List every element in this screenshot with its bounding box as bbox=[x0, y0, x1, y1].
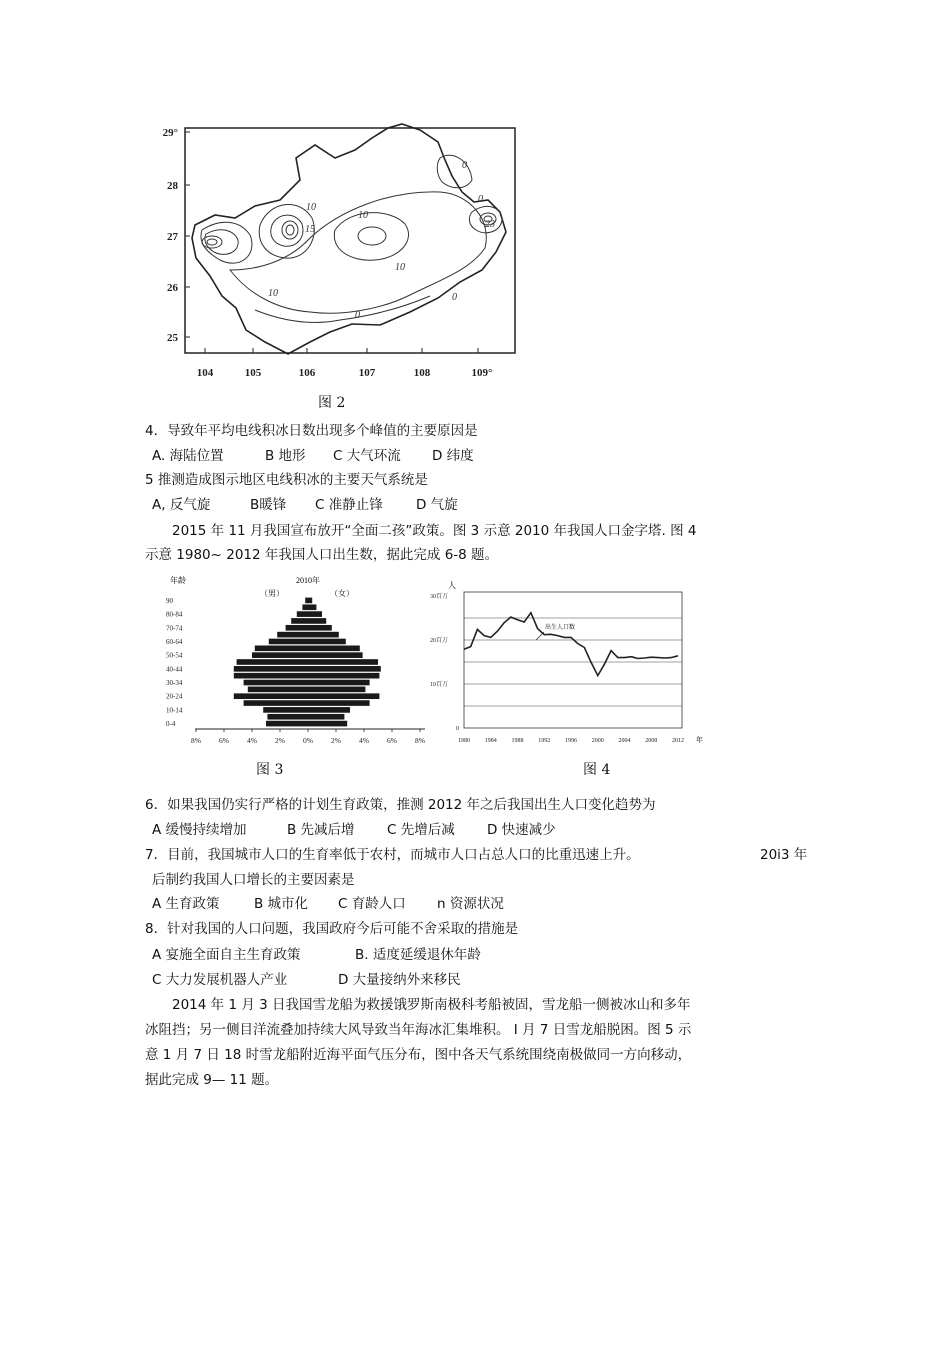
pyramid-x-tick: 2% bbox=[275, 736, 285, 745]
q8-option-b: B. 适度延缓退休年龄 bbox=[355, 947, 481, 963]
pyramid-bar-male bbox=[266, 721, 308, 727]
pyramid-bar-male bbox=[269, 639, 308, 645]
pyramid-bar-female bbox=[308, 659, 378, 665]
question-8-stem: 8．针对我国的人口问题，我国政府今后可能不舍采取的措施是 bbox=[145, 921, 519, 937]
q5-option-a: A, 反气旋 bbox=[152, 497, 211, 513]
figure-3-caption: 图 3 bbox=[256, 762, 284, 778]
contour-label: 15 bbox=[305, 224, 315, 235]
q4-option-b: B 地形 bbox=[265, 448, 306, 464]
births-x-tick: 2008 bbox=[645, 738, 658, 744]
pyramid-bar-female bbox=[308, 639, 346, 645]
pyramid-x-tick: 0% bbox=[303, 736, 313, 745]
pyramid-age-label: 30-34 bbox=[166, 679, 183, 688]
q8-option-a: A 宴施全面自主生育政策 bbox=[152, 947, 301, 963]
q6-option-d: D 快速减少 bbox=[487, 822, 556, 838]
births-x-unit: 年 bbox=[696, 736, 703, 744]
pyramid-bar-female bbox=[308, 666, 381, 672]
births-x-tick: 2000 bbox=[591, 738, 604, 744]
pyramid-bar-female bbox=[308, 700, 370, 706]
pyramid-bar-female bbox=[308, 693, 379, 699]
pyramid-age-label: 20-24 bbox=[166, 692, 183, 701]
pyramid-bar-male bbox=[255, 645, 308, 651]
contour-label: 10 bbox=[358, 210, 368, 221]
pyramid-x-tick: 4% bbox=[359, 736, 369, 745]
lon-label: 109° bbox=[471, 367, 493, 379]
pyramid-bar-female bbox=[308, 632, 339, 638]
pyramid-x-tick: 8% bbox=[191, 736, 201, 745]
q7-option-d: n 资源状况 bbox=[437, 896, 504, 912]
q4-option-d: D 纬度 bbox=[432, 448, 474, 464]
pyramid-x-tick: 8% bbox=[415, 736, 425, 745]
contour-label: 0 bbox=[452, 292, 457, 303]
pyramid-title: 2010年 bbox=[296, 576, 320, 585]
pyramid-age-label: 70-74 bbox=[166, 624, 183, 633]
pyramid-bar-male bbox=[305, 598, 308, 604]
pyramid-bar-male bbox=[234, 666, 308, 672]
pyramid-female-label: （女） bbox=[330, 589, 354, 598]
question-7-stem-2: 后制约我国人口增长的主要因素是 bbox=[152, 872, 355, 888]
q4-option-c: C 大气环流 bbox=[333, 448, 401, 464]
lat-label: 28 bbox=[167, 180, 178, 192]
pyramid-age-label: 60-64 bbox=[166, 637, 183, 646]
pyramid-bar-female bbox=[308, 721, 347, 727]
births-y-tick: 0 bbox=[456, 726, 459, 732]
question-5-stem: 5 推测造成图示地区电线积冰的主要天气系统是 bbox=[145, 472, 428, 488]
births-x-tick: 1980 bbox=[458, 738, 470, 744]
intro-paragraph-2-line-1: 2014 年 1 月 3 日我国雪龙船为救援饿罗斯南极科考船被固，雪龙船一侧被冰山和多年 bbox=[172, 997, 691, 1013]
pyramid-male-label: （男） bbox=[260, 589, 284, 598]
births-legend-label: 出生人口数 bbox=[545, 625, 576, 631]
figure-4-caption: 图 4 bbox=[583, 762, 611, 778]
births-y-tick: 20百万 bbox=[430, 638, 449, 644]
figure-2 bbox=[140, 120, 520, 420]
q6-option-c: C 先增后减 bbox=[387, 822, 455, 838]
contour-label: 10 bbox=[268, 288, 278, 299]
pyramid-x-tick: 2% bbox=[331, 736, 341, 745]
pyramid-bar-male bbox=[302, 604, 308, 610]
lon-label: 107 bbox=[358, 367, 376, 379]
figure-2-caption: 图 2 bbox=[318, 395, 346, 411]
q8-option-c: C 大力发展机器人产业 bbox=[152, 972, 288, 988]
pyramid-age-label: 80-84 bbox=[166, 610, 183, 619]
pyramid-bar-female bbox=[308, 707, 350, 713]
pyramid-bar-female bbox=[308, 652, 363, 658]
contour-label: 0 bbox=[462, 160, 467, 171]
figure-3 bbox=[160, 575, 430, 750]
q7-option-b: B 城市化 bbox=[254, 896, 309, 912]
contour-label: 23 bbox=[485, 219, 495, 230]
births-unit: 人 bbox=[448, 581, 456, 590]
pyramid-x-tick: 6% bbox=[219, 736, 229, 745]
pyramid-x-tick: 4% bbox=[247, 736, 257, 745]
births-series-line bbox=[464, 613, 678, 676]
figure-4 bbox=[428, 580, 708, 752]
pyramid-x-tick: 6% bbox=[387, 736, 397, 745]
question-6-stem: 6．如果我国仍实行严格的计划生育政策，推测 2012 年之后我国出生人口变化趋势为 bbox=[145, 797, 656, 813]
pyramid-bar-male bbox=[267, 714, 308, 720]
q5-option-b: B暖锋 bbox=[250, 497, 287, 513]
lon-label: 106 bbox=[298, 367, 316, 379]
pyramid-bar-female bbox=[308, 673, 379, 679]
question-7-stem-tail: 20i3 年 bbox=[760, 847, 808, 863]
intro-paragraph-2-line-3: 意 1 月 7 日 18 时雪龙船附近海平面气压分布，图中各天气系统围绕南极做同一方向移动， bbox=[145, 1047, 692, 1063]
contour-map bbox=[140, 120, 520, 420]
intro-paragraph-2-line-4: 据此完成 9— 11 题。 bbox=[145, 1072, 279, 1088]
births-y-tick: 30百万 bbox=[430, 594, 449, 600]
contour-label: 10 bbox=[306, 202, 316, 213]
q6-option-b: B 先减后增 bbox=[287, 822, 355, 838]
pyramid-bar-male bbox=[297, 611, 308, 617]
pyramid-bar-male bbox=[248, 687, 308, 693]
pyramid-bar-female bbox=[308, 618, 326, 624]
intro-paragraph-2-line-2: 冰阻挡；另一侧目洋流叠加持续大风导致当年海冰汇集堆积。 I 月 7 日雪龙船脱困。图 5 示 bbox=[145, 1022, 692, 1038]
lat-label: 27 bbox=[167, 231, 178, 243]
births-x-tick: 1984 bbox=[484, 738, 497, 744]
q6-option-a: A 缓慢持续增加 bbox=[152, 822, 247, 838]
pyramid-bar-male bbox=[237, 659, 308, 665]
pyramid-bar-male bbox=[234, 673, 308, 679]
births-y-tick: 10百万 bbox=[430, 682, 449, 688]
pyramid-bar-female bbox=[308, 680, 370, 686]
q5-option-c: C 准静止锋 bbox=[315, 497, 383, 513]
births-x-tick: 2004 bbox=[618, 738, 631, 744]
pyramid-bar-male bbox=[291, 618, 308, 624]
contour-label: 10 bbox=[395, 262, 405, 273]
population-pyramid bbox=[160, 575, 430, 750]
pyramid-bar-female bbox=[308, 645, 360, 651]
pyramid-ylabel: 年龄 bbox=[170, 576, 186, 585]
lon-label: 105 bbox=[244, 367, 262, 379]
pyramid-bar-female bbox=[308, 625, 332, 631]
pyramid-bar-male bbox=[286, 625, 308, 631]
births-x-tick: 1996 bbox=[565, 738, 577, 744]
lat-label: 26 bbox=[167, 282, 178, 294]
question-4-stem: 4．导致年平均电线积冰日数出现多个峰值的主要原因是 bbox=[145, 423, 478, 439]
contour-label: 0 bbox=[478, 194, 483, 205]
pyramid-bar-male bbox=[244, 700, 308, 706]
q5-option-d: D 气旋 bbox=[416, 497, 458, 513]
q8-option-d: D 大量接纳外来移民 bbox=[338, 972, 461, 988]
births-x-tick: 2012 bbox=[672, 738, 684, 744]
lat-label: 25 bbox=[167, 332, 178, 344]
lon-label: 104 bbox=[196, 367, 214, 379]
pyramid-bar-female bbox=[308, 604, 316, 610]
pyramid-age-label: 10-14 bbox=[166, 706, 183, 715]
pyramid-bar-female bbox=[308, 714, 344, 720]
pyramid-bar-female bbox=[308, 687, 365, 693]
question-7-stem: 7．目前，我国城市人口的生育率低于农村，而城市人口占总人口的比重迅速上升。 bbox=[145, 847, 640, 863]
lat-label: 29° bbox=[162, 127, 178, 139]
q7-option-a: A 生育政策 bbox=[152, 896, 220, 912]
pyramid-age-label: 40-44 bbox=[166, 665, 183, 674]
pyramid-bar-male bbox=[252, 652, 308, 658]
q4-option-a: A. 海陆位置 bbox=[152, 448, 224, 464]
pyramid-bar-male bbox=[263, 707, 308, 713]
births-x-tick: 1988 bbox=[511, 738, 524, 744]
pyramid-age-label: 0-4 bbox=[166, 720, 176, 729]
contour-label: 0 bbox=[355, 310, 360, 321]
births-x-tick: 1992 bbox=[538, 738, 551, 744]
pyramid-bar-male bbox=[277, 632, 308, 638]
intro-paragraph-1-line-2: 示意 1980~ 2012 年我国人口出生数，据此完成 6-8 题。 bbox=[145, 547, 499, 563]
lon-label: 108 bbox=[413, 367, 431, 379]
pyramid-bar-female bbox=[308, 611, 322, 617]
pyramid-bar-male bbox=[244, 680, 308, 686]
q7-option-c: C 育龄人口 bbox=[338, 896, 406, 912]
pyramid-age-label: 90 bbox=[166, 596, 173, 605]
intro-paragraph-1-line-1: 2015 年 11 月我国宣布放开“全面二孩”政策。图 3 示意 2010 年我国人口金字塔. 图 4 bbox=[172, 523, 697, 539]
pyramid-bar-female bbox=[308, 598, 312, 604]
births-line-chart bbox=[428, 580, 708, 752]
pyramid-bar-male bbox=[234, 693, 308, 699]
pyramid-age-label: 50-54 bbox=[166, 651, 183, 660]
